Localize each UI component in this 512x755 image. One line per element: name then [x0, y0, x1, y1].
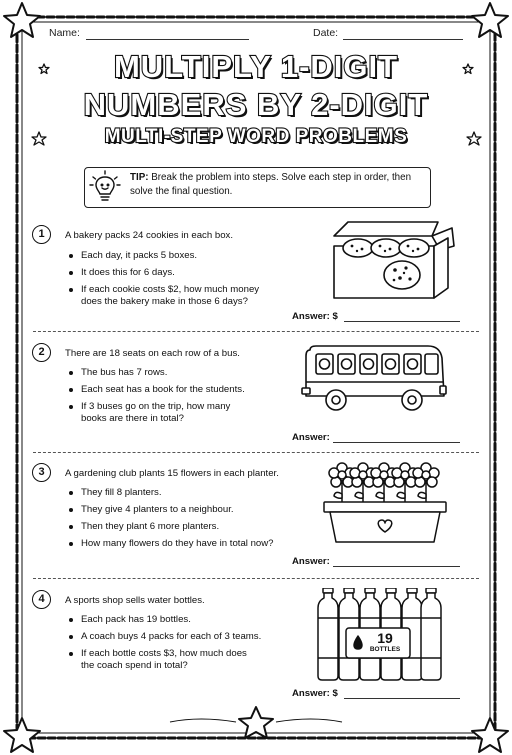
list-item: It does this for 6 days.	[65, 267, 315, 279]
section-divider	[33, 578, 479, 579]
list-item: They fill 8 planters.	[65, 487, 315, 499]
problem-2-intro: There are 18 seats on each row of a bus.	[65, 348, 240, 359]
problem-2-answer-label: Answer:	[292, 432, 330, 443]
problem-4-answer-field[interactable]	[344, 698, 460, 699]
problem-4-number: 4	[32, 590, 51, 609]
list-item: Each pack has 19 bottles.	[65, 614, 315, 626]
problem-3-steps	[65, 487, 315, 555]
tip-label: TIP:	[130, 172, 149, 183]
problem-2-number: 2	[32, 343, 51, 362]
bottle-pack-label: BOTTLES	[369, 646, 401, 653]
school-bus-icon	[300, 344, 448, 416]
list-item: The bus has 7 rows.	[65, 367, 315, 379]
problem-1-steps	[65, 250, 315, 296]
problem-2-steps	[65, 367, 315, 413]
list-item: They give 4 planters to a neighbour.	[65, 504, 315, 516]
date-field[interactable]	[343, 39, 463, 40]
flower-planter-icon	[322, 460, 448, 544]
name-label: Name:	[49, 27, 80, 39]
problem-2-answer-field[interactable]	[333, 442, 460, 443]
list-item: How many flowers do they have in total now?	[65, 538, 315, 550]
problem-4-intro: A sports shop sells water bottles.	[65, 595, 205, 606]
list-item: If each cookie costs $2, how much money	[65, 284, 315, 296]
list-item: Each seat has a book for the students.	[65, 384, 315, 396]
section-divider	[33, 452, 479, 453]
lightbulb-icon	[89, 169, 121, 205]
problem-3-answer-field[interactable]	[333, 566, 460, 567]
page-title-line-2: NUMBERS BY 2-DIGIT	[83, 87, 429, 122]
tip-body: Break the problem into steps. Solve each step in order, then solve the final question.	[130, 172, 412, 197]
tip-text	[130, 171, 426, 199]
problem-3-number: 3	[32, 463, 51, 482]
problem-1-number: 1	[32, 225, 51, 244]
problem-3-answer-label: Answer:	[292, 556, 330, 567]
date-label: Date:	[313, 27, 339, 39]
problem-3-intro: A gardening club plants 15 flowers in each planter.	[65, 468, 279, 479]
problem-2-step-continued: books are there in total?	[81, 413, 184, 424]
list-item: A coach buys 4 packs for each of 3 teams.	[65, 631, 315, 643]
problem-1-answer-field[interactable]	[344, 321, 460, 322]
problem-1-step-continued: does the bakery make in those 6 days?	[81, 296, 248, 307]
problem-4-step-continued: the coach spend in total?	[81, 660, 188, 671]
page-title-line-1: MULTIPLY 1-DIGIT	[113, 49, 399, 84]
cookie-box-icon	[328, 220, 458, 300]
problem-1-intro: A bakery packs 24 cookies in each box.	[65, 230, 233, 241]
bottle-pack-count: 19	[377, 630, 393, 646]
problem-4-answer-label: Answer: $	[292, 688, 338, 699]
list-item: If each bottle costs $3, how much does	[65, 648, 315, 660]
problem-1-answer-label: Answer: $	[292, 311, 338, 322]
name-field[interactable]	[86, 39, 249, 40]
section-divider	[33, 331, 479, 332]
list-item: Then they plant 6 more planters.	[65, 521, 315, 533]
list-item: If 3 buses go on the trip, how many	[65, 401, 315, 413]
page-subtitle: MULTI-STEP WORD PROBLEMS	[104, 126, 408, 147]
list-item: Each day, it packs 5 boxes.	[65, 250, 315, 262]
problem-4-steps	[65, 614, 315, 660]
